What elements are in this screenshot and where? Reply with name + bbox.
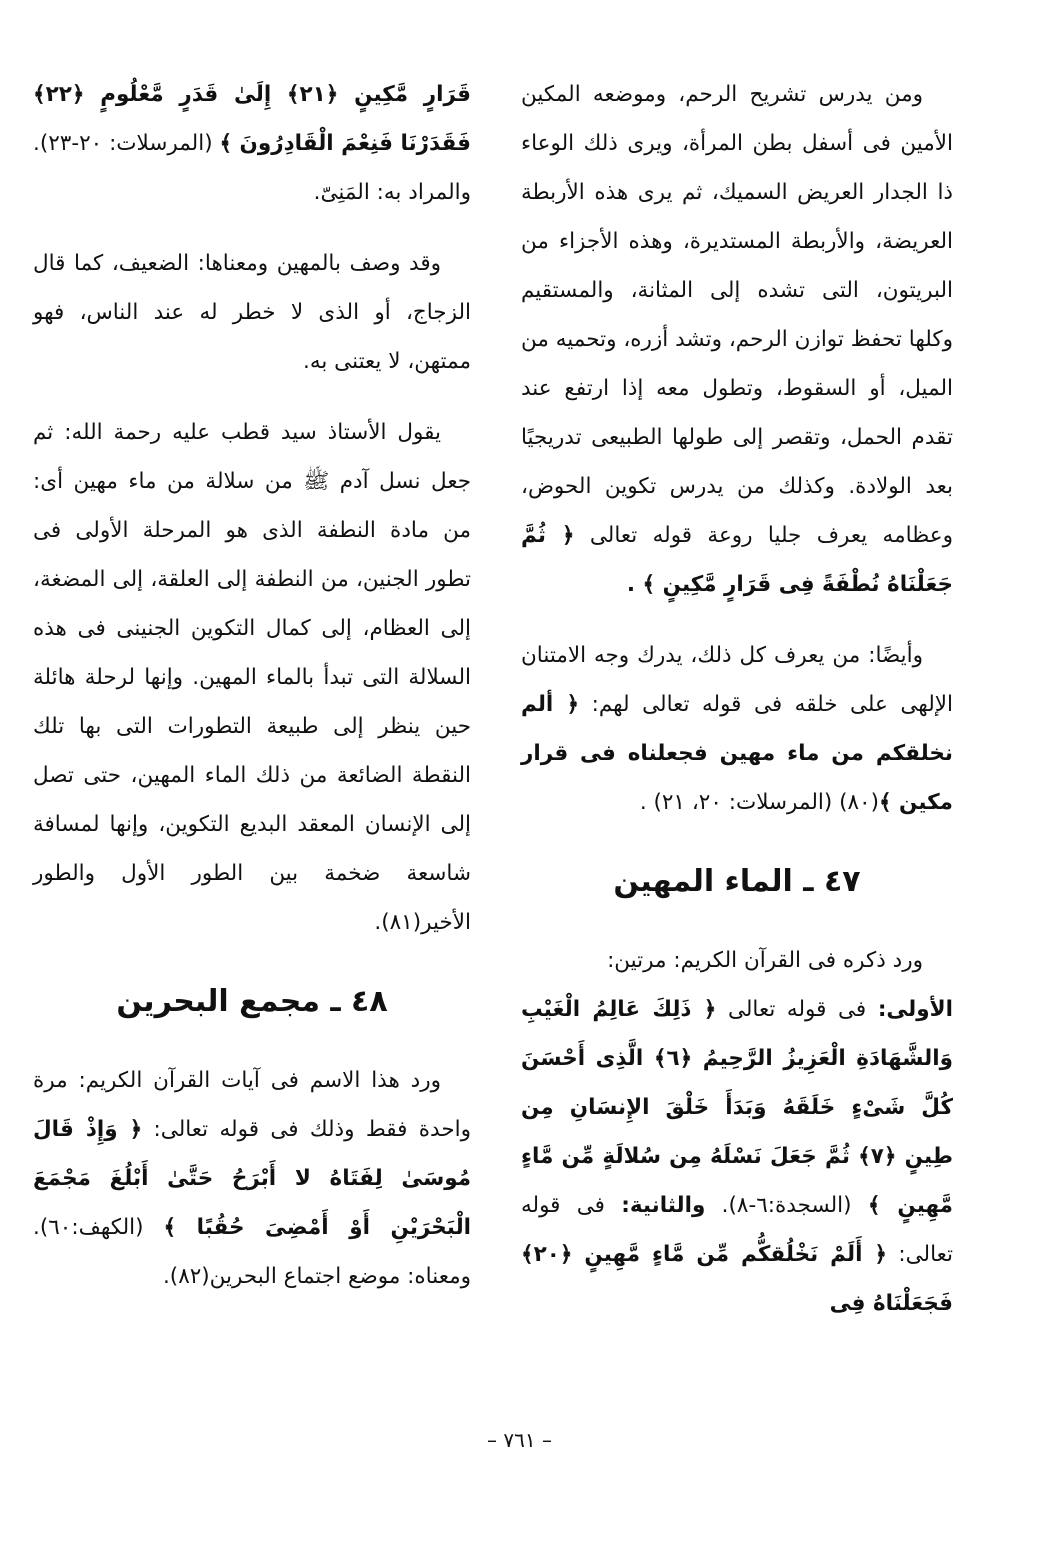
reference: (الكهف:٦٠). ومعناه: موضع اجتماع البحرين(٨٢). bbox=[33, 1215, 471, 1289]
quran-quote: ﴿ ألم نخلقكم من ماء مهين فجعلناه فى قرار مكين ﴾ bbox=[521, 692, 953, 815]
left-column bbox=[33, 70, 471, 1323]
paragraph-two-seas bbox=[33, 1056, 471, 1301]
page-number: – ٧٦١ – bbox=[487, 1428, 552, 1452]
paragraph-text: ورد هذا الاسم فى آيات القرآن الكريم: مرة واحدة فقط وذلك فى قوله تعالى: bbox=[33, 1068, 471, 1142]
paragraph-weak: وقد وصف بالمهين ومعناها: الضعيف، كما قال الزجاج، أو الذى لا خطر له عند الناس، فهو ممتهن، لا يعتنى به. bbox=[33, 251, 471, 374]
paragraph-uterus bbox=[521, 70, 953, 609]
paragraph-text: وأيضًا: من يعرف كل ذلك، يدرك وجه الامتنان الإلهى على خلقه فى قوله تعالى لهم: bbox=[521, 643, 953, 717]
reference: (السجدة:٦-٨). bbox=[705, 1193, 868, 1218]
reference: (المرسلات: ٢٠-٢٣). والمراد به: المَنِىّ. bbox=[33, 131, 471, 205]
section-heading-48: ٤٨ ـ مجمع البحرين bbox=[116, 984, 388, 1019]
paragraph-text: ومن يدرس تشريح الرحم، وموضعه المكين الأمين فى أسفل بطن المرأة، ويرى ذلك الوعاء ذا الجدار العريض السميك، ثم يرى هذه الأربطة العريضة، والأربطة المستديرة، وهذه الأجزاء من البريتون، التى تشده إلى المثانة، والمستقيم وكلها تحفظ توازن الرحم، وتشد أزره، وتحميه من الميل، أو السقوط، وتطول معه إذا ارتفع عند تقدم الحمل، وتقصر إلى طولها الطبيعى تدريجيًا بعد الولادة. وكذلك من يدرس تكوين الحوض، وعظامه يعرف جليا روعة قوله تعالى bbox=[521, 82, 953, 548]
label-second: والثانية: bbox=[621, 1193, 706, 1218]
quran-quote: قَرَارٍ مَّكِينٍ ﴿٢١﴾ إِلَىٰ قَدَرٍ مَّعْلُومٍ ﴿٢٢﴾ فَقَدَرْنَا فَنِعْمَ الْقَادِرُونَ ﴾ bbox=[33, 82, 472, 156]
paragraph-qutb: يقول الأستاذ سيد قطب عليه رحمة الله: ثم جعل نسل آدم ﷺ من سلالة من ماء مهين أى: من مادة النطفة الذى هو المرحلة الأولى فى تطور الجنين، من النطفة إلى العلقة، إلى المضغة، إلى العظام، إلى كمال التكوين الجنينى فى هذه السلالة التى تبدأ بالماء المهين. وإنها لرحلة هائلة حين ينظر إلى طبيعة التطورات التى بها تلك النقطة الضائعة من ذلك الماء المهين، حتى تصل إلى الإنسان المعقد البديع التكوين، وإنها لمسافة شاسعة ضخمة بين الطور الأول والطور الأخير(٨١). bbox=[33, 420, 471, 935]
paragraph-text: ورد ذكره فى القرآن الكريم: مرتين: bbox=[607, 948, 923, 973]
reference: (٨٠) (المرسلات: ٢٠، ٢١) . bbox=[639, 790, 879, 815]
paragraph-gratitude bbox=[521, 631, 953, 827]
paragraph-mahin: ورد ذكره فى القرآن الكريم: مرتين: الأولى: فى قوله تعالى ﴿ ذَلِكَ عَالِمُ الْغَيْبِ وَالشَّهَادَةِ الْعَزِيزُ الرَّحِيمُ ﴿٦﴾ الَّذِى أَحْسَنَ كُلَّ شَىْءٍ خَلَقَهُ وَبَدَأَ خَلْقَ الإِنسَانِ مِن طِينٍ ﴿٧﴾ ثُمَّ جَعَلَ نَسْلَهُ مِن سُلالَةٍ مِّن مَّاءٍ مَّهِينٍ ﴾ (السجدة:٦-٨). والثانية: فى قوله تعالى: ﴿ أَلَمْ نَخْلُقكُّم مِّن مَّاءٍ مَّهِينٍ ﴿٢٠﴾ فَجَعَلْنَاهُ فِى bbox=[521, 948, 953, 1316]
quran-quote: ﴿ وَإِذْ قَالَ مُوسَىٰ لِفَتَاهُ لا أَبْرَحُ حَتَّىٰ أَبْلُغَ مَجْمَعَ الْبَحْرَيْنِ أَوْ أَمْضِىَ حُقُبًا ﴾ bbox=[33, 1117, 472, 1240]
quran-quote: ﴿ ذَلِكَ عَالِمُ الْغَيْبِ وَالشَّهَادَةِ الْعَزِيزُ الرَّحِيمُ ﴿٦﴾ الَّذِى أَحْسَنَ كُلَّ شَىْءٍ خَلَقَهُ وَبَدَأَ خَلْقَ الإِنسَانِ مِن طِينٍ ﴿٧﴾ ثُمَّ جَعَلَ نَسْلَهُ مِن سُلالَةٍ مِّن مَّاءٍ مَّهِينٍ ﴾ bbox=[521, 997, 953, 1218]
paragraph-continuation bbox=[33, 70, 471, 217]
right-column bbox=[521, 70, 953, 1350]
label-first: الأولى: bbox=[877, 997, 953, 1022]
quran-quote: ﴿ أَلَمْ نَخْلُقكُّم مِّن مَّاءٍ مَّهِينٍ ﴿٢٠﴾ فَجَعَلْنَاهُ فِى bbox=[521, 1242, 953, 1316]
section-heading-47: ٤٧ ـ الماء المهين bbox=[613, 864, 861, 899]
quran-quote: ﴿ ثُمَّ جَعَلْنَاهُ نُطْفَةً فِى قَرَارٍ مَّكِينٍ ﴾ . bbox=[521, 523, 953, 597]
